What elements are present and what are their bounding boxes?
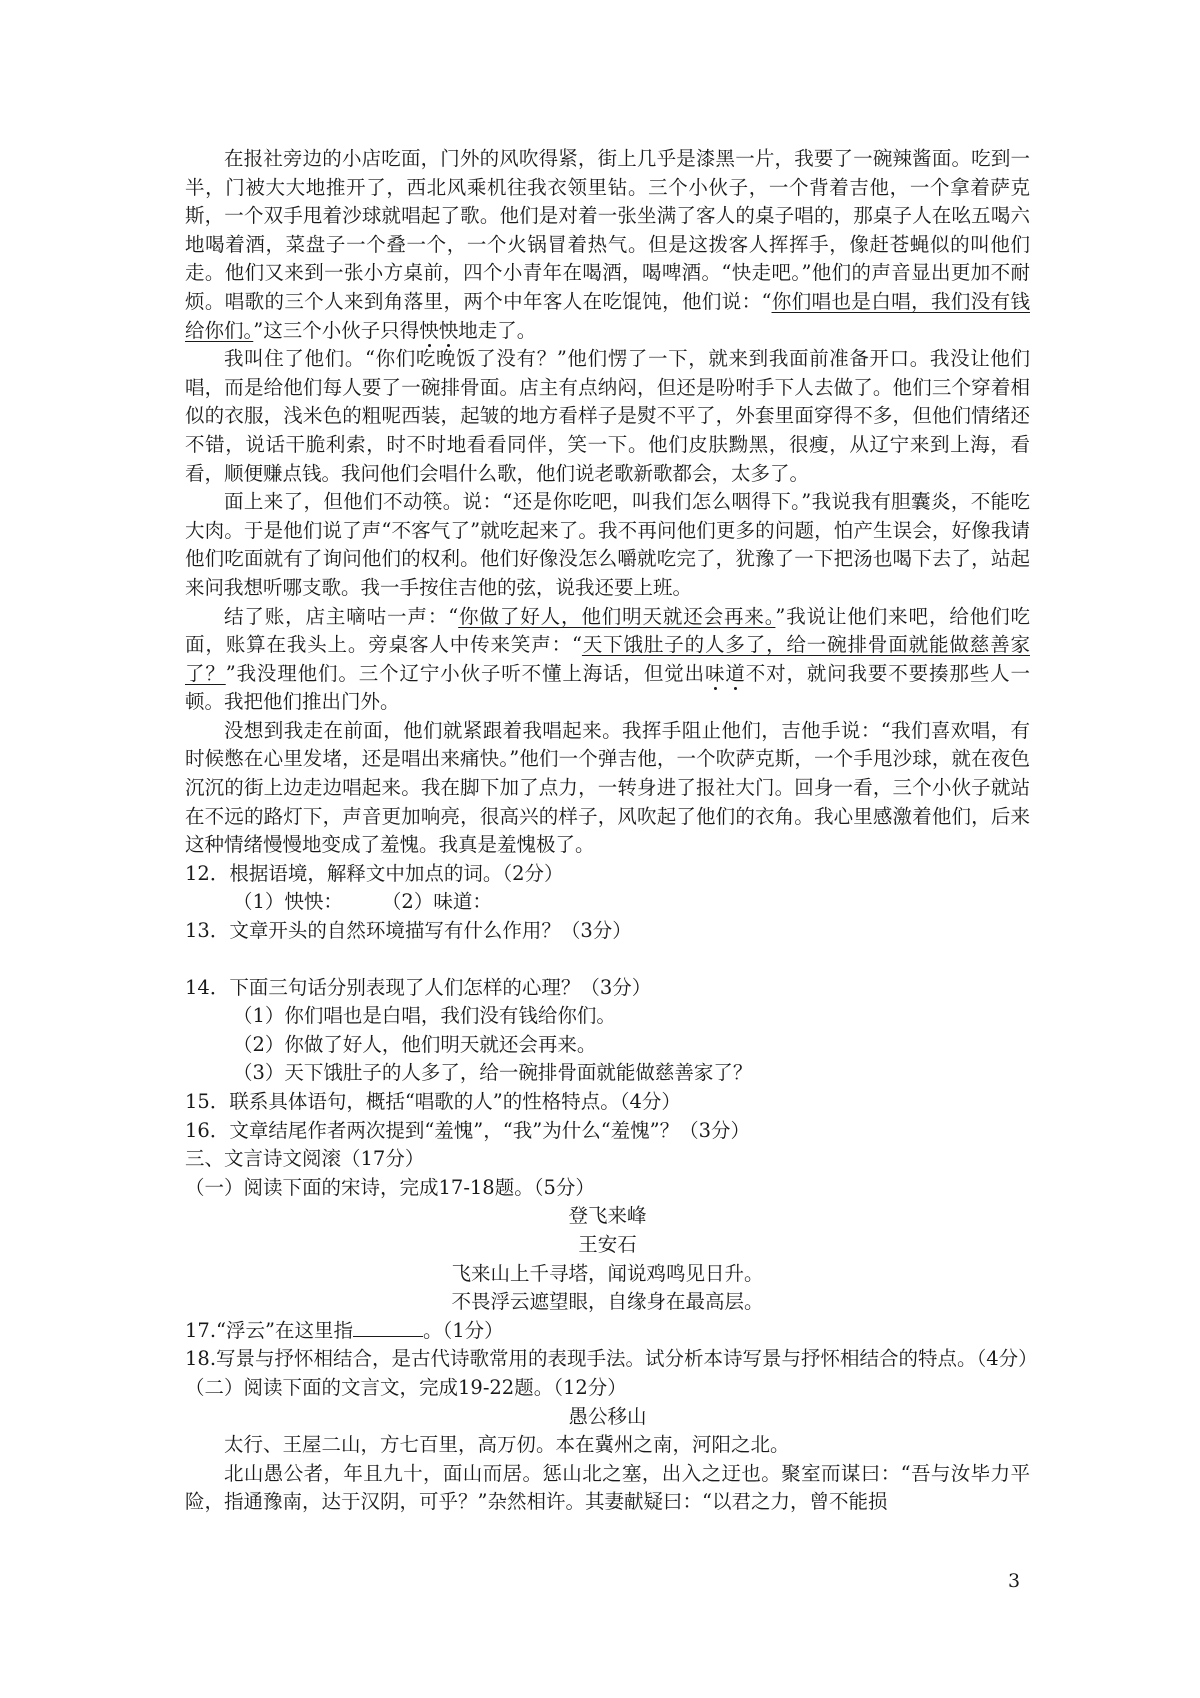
underlined-sentence-2: 你做了好人，他们明天就还会再来。 <box>458 604 776 628</box>
text-run: 17.“浮云”在这里指 <box>185 1318 353 1342</box>
prose-paragraph-2: 北山愚公者，年且九十，面山而居。惩山北之塞，出入之迂也。聚室而谋曰：“吾与汝毕力平险，指通豫南，达于汉阴，可乎？”杂然相许。其妻献疑曰：“以君之力，曾不能损 <box>185 1461 1030 1514</box>
part-2-intro: （二）阅读下面的文言文，完成19-22题。（12分） <box>185 1375 627 1399</box>
question-15: 15．联系具体语句，概括“唱歌的人”的性格特点。（4分） <box>185 1090 681 1113</box>
question-14-item-1: （1）你们唱也是白唱，我们没有钱给你们。 <box>233 1004 616 1028</box>
text-run: 不对，就问我要不要揍那些人一顿。我把他们推出门外。 <box>185 661 1030 714</box>
poem-author: 王安石 <box>578 1232 637 1256</box>
text-run: ”这三个小伙子只得 <box>253 318 420 342</box>
question-12-items: （1）怏怏： （2）味道： <box>233 890 492 914</box>
poem-title: 登飞来峰 <box>568 1204 647 1228</box>
prose-paragraph-1: 太行、王屋二山，方七百里，高万仞。本在冀州之南，河阳之北。 <box>224 1433 790 1457</box>
text-run: 我叫住了他们。“你们吃晚饭了没有？”他们愣了一下，就来到我面前准备开口。我没让他们唱，而是给他们每人要了一碗排骨面。店主有点纳闷，但还是吩咐手下人去做了。他们三个穿着相似的衣服，浅米色的粗呢西装，起皱的地方看样子是熨不平了，外套里面穿得不多，但他们情绪还不错，说话干脆利索，时不时地看看同伴，笑一下。他们皮肤黝黑，很瘦，从辽宁来到上海，看看，顺便赚点钱。我问他们会唱什么歌，他们说老歌新歌都会，太多了。 <box>185 347 1030 485</box>
answer-blank[interactable] <box>353 1318 423 1337</box>
poem-line-2: 不畏浮云遮望眼，自缘身在最高层。 <box>451 1290 764 1314</box>
text-run: 结了账，店主嘀咕一声：“ <box>224 604 459 628</box>
text-run: 在报社旁边的小店吃面，门外的风吹得紧，街上几乎是漆黑一片，我要了一碗辣酱面。吃到一半，门被大大地推开了，西北风乘机往我衣领里钻。三个小伙子，一个背着吉他，一个拿着萨克斯，一个双手甩着沙球就唱起了歌。他们是对着一张坐满了客人的桌子唱的，那桌子人在吆五喝六地喝着酒，菜盘子一个叠一个，一个火锅冒着热气。但是这拨客人挥挥手，像赶苍蝇似的叫他们走。他们又来到一张小方桌前，四个小青年在喝酒，喝啤酒。“快走吧。”他们的声音显出更加不耐烦。唱歌的三个人来到角落里，两个中年客人在吃馄饨，他们说：“ <box>185 147 1030 313</box>
underlined-sentence-1: 你们唱也是白唱，我们没有钱给你们。 <box>185 289 1030 342</box>
story-paragraph-5 <box>185 717 1030 860</box>
story-paragraph-1 <box>185 145 1030 345</box>
poem-line-1: 飞来山上千寻塔，闻说鸡鸣见日升。 <box>451 1261 764 1285</box>
question-14-item-3: （3）天下饿肚子的人多了，给一碗排骨面就能做慈善家了？ <box>233 1061 753 1085</box>
text-run: 没想到我走在前面，他们就紧跟着我唱起来。我挥手阻止他们，吉他手说：“我们喜欢唱，有时候憋在心里发堵，还是唱出来痛快。”他们一个弹吉他，一个吹萨克斯，一个手甩沙球，就在夜色沉沉的街上边走边唱起来。我在脚下加了点力，一转身进了报社大门。回身一看，三个小伙子就站在不远的路灯下，声音更加响亮，很高兴的样子，风吹起了他们的衣角。我心里感激着他们，后来这种情绪慢慢地变成了羞愧。我真是羞愧极了。 <box>185 718 1030 857</box>
story-paragraph-2 <box>185 345 1030 488</box>
question-13: 13．文章开头的自然环境描写有什么作用？（3分） <box>185 919 632 943</box>
text-run: 地走了。 <box>458 318 537 342</box>
question-16: 16．文章结尾作者两次提到“羞愧”，“我”为什么“羞愧”？（3分） <box>185 1118 751 1142</box>
underlined-sentence-3: 天下饿肚子的人多了，给一碗排骨面就能做慈善家了？ <box>185 633 1030 685</box>
dotted-char: 道 <box>725 661 746 685</box>
section-3-heading: 三、文言诗文阅滚（17分） <box>185 1147 425 1171</box>
text-run: 。（1分） <box>422 1318 504 1342</box>
dotted-char: 怏 <box>438 318 459 342</box>
dotted-char: 味 <box>704 661 726 685</box>
text-run: ”我没理他们。三个辽宁小伙子听不懂上海话，但觉出 <box>225 661 705 685</box>
page-number: 3 <box>1008 1570 1021 1592</box>
text-run: ”我说让他们来吧，给他们吃面，账算在我头上。旁桌客人中传来笑声：“ <box>185 604 1030 657</box>
reading-passage <box>185 145 1038 1517</box>
story-paragraph-4 <box>185 603 1030 717</box>
question-17 <box>185 1317 1030 1346</box>
question-14: 14．下面三句话分别表现了人们怎样的心理？（3分） <box>185 975 652 999</box>
question-18: 18.写景与抒怀相结合，是古代诗歌常用的表现手法。试分析本诗写景与抒怀相结合的特点。（4分） <box>185 1347 1038 1371</box>
prose-title: 愚公移山 <box>568 1404 647 1428</box>
answer-space <box>185 946 1030 974</box>
dotted-char: 怏 <box>419 318 439 342</box>
part-1-intro: （一）阅读下面的宋诗，完成17-18题。（5分） <box>185 1175 595 1199</box>
story-paragraph-3 <box>185 488 1030 602</box>
text-run: 面上来了，但他们不动筷。说：“还是你吃吧，叫我们怎么咽得下。”我说我有胆囊炎，不能吃大肉。于是他们说了声“不客气了”就吃起来了。我不再问他们更多的问题，怕产生误会，好像我请他们吃面就有了询问他们的权利。他们好像没怎么嚼就吃完了，犹豫了一下把汤也喝下去了，站起来问我想听哪支歌。我一手按住吉他的弦，说我还要上班。 <box>185 490 1030 599</box>
question-12: 12．根据语境，解释文中加点的词。（2分） <box>185 861 564 885</box>
question-14-item-2: （2）你做了好人，他们明天就还会再来。 <box>233 1032 597 1056</box>
